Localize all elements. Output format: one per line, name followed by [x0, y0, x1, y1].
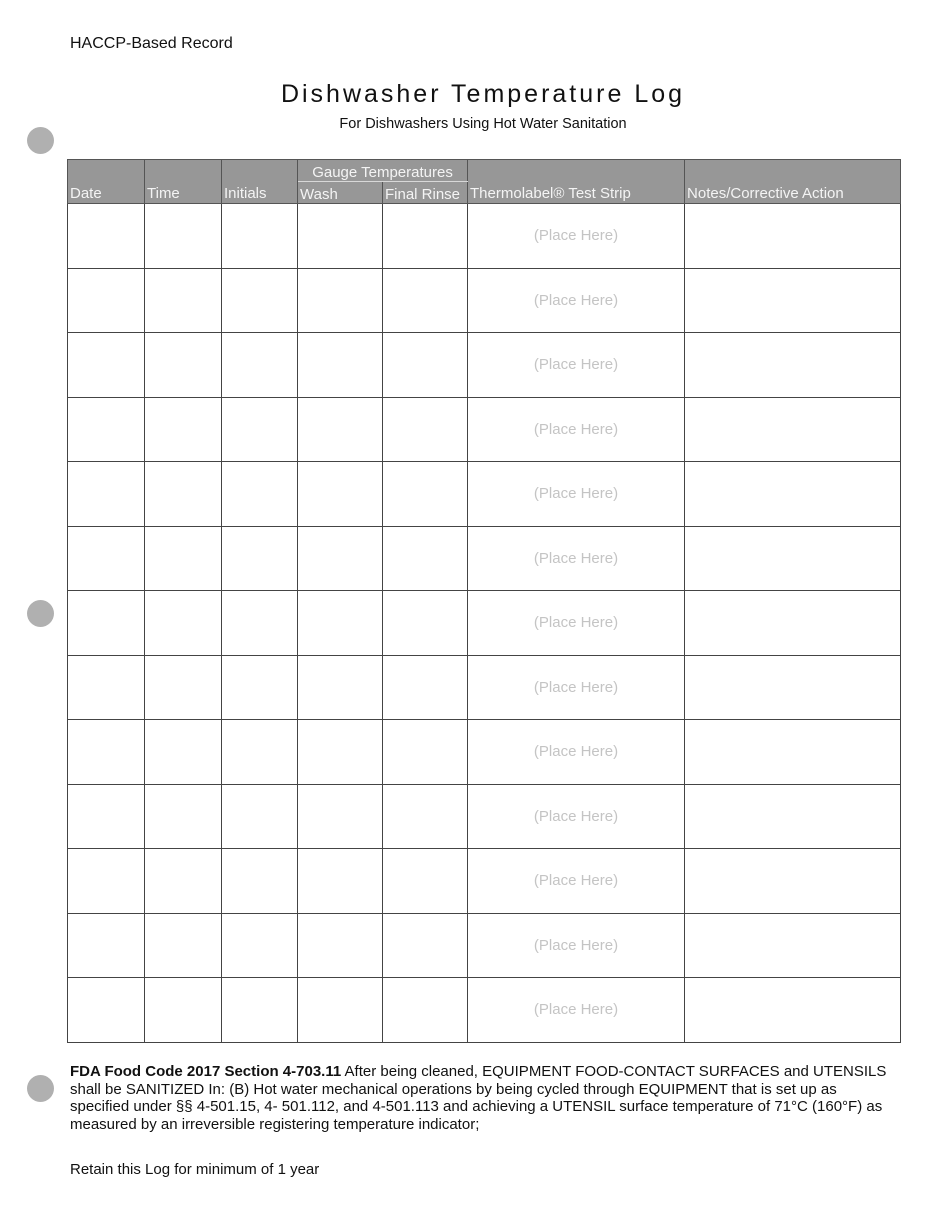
wash-temp-cell[interactable]: [298, 268, 383, 333]
table-row: [68, 204, 901, 269]
final-rinse-temp-cell[interactable]: [383, 720, 468, 785]
final-rinse-temp-cell[interactable]: [383, 204, 468, 269]
time-cell[interactable]: [145, 978, 222, 1043]
test-strip-placeholder: (Place Here): [468, 526, 685, 591]
final-rinse-temp-cell[interactable]: [383, 849, 468, 914]
final-rinse-temp-cell[interactable]: [383, 268, 468, 333]
notes-cell[interactable]: [685, 333, 901, 398]
initials-cell[interactable]: [222, 397, 298, 462]
date-cell[interactable]: [68, 591, 145, 656]
notes-cell[interactable]: [685, 204, 901, 269]
wash-temp-cell[interactable]: [298, 655, 383, 720]
page-subtitle: For Dishwashers Using Hot Water Sanitation: [339, 116, 627, 132]
table-row: [68, 397, 901, 462]
test-strip-placeholder: (Place Here): [468, 655, 685, 720]
table-row: [68, 849, 901, 914]
initials-cell[interactable]: [222, 333, 298, 398]
table-row: [68, 268, 901, 333]
wash-temp-cell[interactable]: [298, 462, 383, 527]
initials-cell[interactable]: [222, 978, 298, 1043]
notes-cell[interactable]: [685, 655, 901, 720]
fda-code-heading: FDA Food Code 2017 Section 4-703.11: [70, 1063, 342, 1080]
time-cell[interactable]: [145, 462, 222, 527]
punch-hole-middle: [27, 600, 54, 627]
column-header-initials: Initials: [222, 160, 298, 204]
initials-cell[interactable]: [222, 204, 298, 269]
retention-note: Retain this Log for minimum of 1 year: [70, 1161, 320, 1178]
date-cell[interactable]: [68, 333, 145, 398]
table-row: [68, 333, 901, 398]
initials-cell[interactable]: [222, 655, 298, 720]
date-cell[interactable]: [68, 913, 145, 978]
final-rinse-temp-cell[interactable]: [383, 333, 468, 398]
wash-temp-cell[interactable]: [298, 333, 383, 398]
wash-temp-cell[interactable]: [298, 204, 383, 269]
time-cell[interactable]: [145, 591, 222, 656]
notes-cell[interactable]: [685, 462, 901, 527]
notes-cell[interactable]: [685, 591, 901, 656]
table-row: [68, 526, 901, 591]
wash-temp-cell[interactable]: [298, 784, 383, 849]
column-header-date: Date: [68, 160, 145, 204]
column-header-final-rinse: Final Rinse: [383, 182, 468, 204]
date-cell[interactable]: [68, 462, 145, 527]
initials-cell[interactable]: [222, 913, 298, 978]
notes-cell[interactable]: [685, 526, 901, 591]
notes-cell[interactable]: [685, 978, 901, 1043]
initials-cell[interactable]: [222, 526, 298, 591]
wash-temp-cell[interactable]: [298, 913, 383, 978]
date-cell[interactable]: [68, 655, 145, 720]
time-cell[interactable]: [145, 526, 222, 591]
initials-cell[interactable]: [222, 462, 298, 527]
notes-cell[interactable]: [685, 913, 901, 978]
initials-cell[interactable]: [222, 591, 298, 656]
date-cell[interactable]: [68, 268, 145, 333]
final-rinse-temp-cell[interactable]: [383, 526, 468, 591]
fda-code-citation: [70, 1063, 895, 1133]
final-rinse-temp-cell[interactable]: [383, 978, 468, 1043]
initials-cell[interactable]: [222, 849, 298, 914]
final-rinse-temp-cell[interactable]: [383, 397, 468, 462]
initials-cell[interactable]: [222, 784, 298, 849]
final-rinse-temp-cell[interactable]: [383, 913, 468, 978]
wash-temp-cell[interactable]: [298, 397, 383, 462]
time-cell[interactable]: [145, 720, 222, 785]
log-rows: [68, 204, 901, 1043]
initials-cell[interactable]: [222, 268, 298, 333]
column-header-notes: Notes/Corrective Action: [685, 160, 901, 204]
date-cell[interactable]: [68, 849, 145, 914]
final-rinse-temp-cell[interactable]: [383, 462, 468, 527]
wash-temp-cell[interactable]: [298, 591, 383, 656]
date-cell[interactable]: [68, 204, 145, 269]
date-cell[interactable]: [68, 720, 145, 785]
column-header-test-strip: Thermolabel® Test Strip: [468, 160, 685, 204]
column-header-wash: Wash: [298, 182, 383, 204]
test-strip-placeholder: (Place Here): [468, 913, 685, 978]
test-strip-placeholder: (Place Here): [468, 591, 685, 656]
page-title: Dishwasher Temperature Log: [280, 80, 686, 108]
initials-cell[interactable]: [222, 720, 298, 785]
table-row: [68, 978, 901, 1043]
wash-temp-cell[interactable]: [298, 849, 383, 914]
table-row: [68, 720, 901, 785]
test-strip-placeholder: (Place Here): [468, 333, 685, 398]
test-strip-placeholder: (Place Here): [468, 462, 685, 527]
table-row: [68, 784, 901, 849]
table-row: [68, 462, 901, 527]
punch-hole-bottom: [27, 1075, 54, 1102]
test-strip-placeholder: (Place Here): [468, 397, 685, 462]
time-cell[interactable]: [145, 784, 222, 849]
time-cell[interactable]: [145, 397, 222, 462]
notes-cell[interactable]: [685, 784, 901, 849]
time-cell[interactable]: [145, 333, 222, 398]
time-cell[interactable]: [145, 268, 222, 333]
table-row: [68, 913, 901, 978]
date-cell[interactable]: [68, 397, 145, 462]
test-strip-placeholder: (Place Here): [468, 784, 685, 849]
test-strip-placeholder: (Place Here): [468, 268, 685, 333]
column-header-time: Time: [145, 160, 222, 204]
test-strip-placeholder: (Place Here): [468, 849, 685, 914]
time-cell[interactable]: [145, 913, 222, 978]
notes-cell[interactable]: [685, 268, 901, 333]
test-strip-placeholder: (Place Here): [468, 204, 685, 269]
wash-temp-cell[interactable]: [298, 978, 383, 1043]
notes-cell[interactable]: [685, 397, 901, 462]
time-cell[interactable]: [145, 655, 222, 720]
wash-temp-cell[interactable]: [298, 526, 383, 591]
final-rinse-temp-cell[interactable]: [383, 784, 468, 849]
final-rinse-temp-cell[interactable]: [383, 591, 468, 656]
time-cell[interactable]: [145, 849, 222, 914]
fda-code-text: After being cleaned, EQUIPMENT FOOD-CONTACT SURFACES and UTENSILS shall be SANITIZED In: (B) Hot water mechanical operations by being cycled through EQUIPMENT that is set up as specified under §§ 4-501.15, 4- 501.112, and 4-501.113 and achieving a UTENSIL surface temperature of 71°C (160°F) as measured by an irreversible registering temperature indicator;: [70, 1063, 887, 1133]
date-cell[interactable]: [68, 784, 145, 849]
notes-cell[interactable]: [685, 849, 901, 914]
date-cell[interactable]: [68, 526, 145, 591]
test-strip-placeholder: (Place Here): [468, 720, 685, 785]
wash-temp-cell[interactable]: [298, 720, 383, 785]
date-cell[interactable]: [68, 978, 145, 1043]
final-rinse-temp-cell[interactable]: [383, 655, 468, 720]
time-cell[interactable]: [145, 204, 222, 269]
record-type-label: HACCP-Based Record: [70, 35, 233, 52]
table-row: [68, 591, 901, 656]
column-group-gauge-temperatures: Gauge Temperatures: [298, 160, 468, 182]
notes-cell[interactable]: [685, 720, 901, 785]
test-strip-placeholder: (Place Here): [468, 978, 685, 1043]
temperature-log-table: [67, 159, 901, 1043]
table-row: [68, 655, 901, 720]
